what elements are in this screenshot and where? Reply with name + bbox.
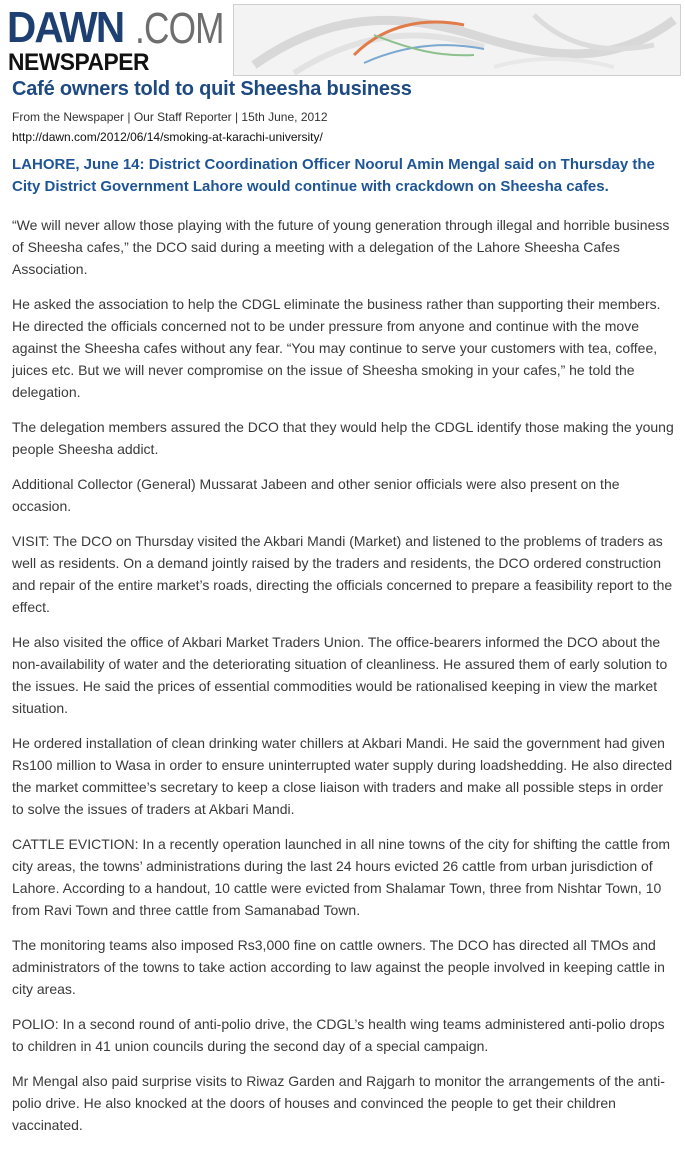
article-paragraph: Additional Collector (General) Mussarat Jabeen and other senior officials were also present on the occasion. (12, 476, 620, 514)
article-url[interactable]: http://dawn.com/2012/06/14/smoking-at-karachi-university/ (12, 130, 323, 144)
article-paragraph: VISIT: The DCO on Thursday visited the Akbari Mandi (Market) and listened to the problems of traders as well as residents. On a demand jointly raised by the traders and residents, the DCO ordered construction and repair of the entire market’s roads, directing the officials concerned to prepare a feasibility report to the effect. (12, 533, 673, 615)
article-paragraph: Mr Mengal also paid surprise visits to Riwaz Garden and Rajgarh to monitor the arrangements of the anti-polio drive. He also knocked at the doors of houses and convinced the people to get their children vaccinated. (12, 1073, 665, 1133)
dawn-logo-text[interactable]: DAWN (7, 3, 124, 52)
article-paragraph: “We will never allow those playing with the future of young generation through illegal and horrible business of Sheesha cafes,” the DCO said during a meeting with a delegation of the Lahore Sheesha Cafes Association. (12, 217, 670, 277)
newspaper-label: NEWSPAPER (8, 49, 149, 76)
article-headline: Café owners told to quit Sheesha business (12, 78, 412, 100)
article-paragraph: The monitoring teams also imposed Rs3,000 fine on cattle owners. The DCO has directed all TMOs and administrators of the towns to take action according to law against the people involved in keeping cattle in city areas. (12, 937, 665, 997)
article-body (12, 214, 678, 1149)
article-byline: From the Newspaper | Our Staff Reporter | 15th June, 2012 (12, 110, 328, 124)
dawn-logo-com: .COM (135, 4, 224, 53)
masthead (0, 0, 685, 78)
article-paragraph: He ordered installation of clean drinking water chillers at Akbari Mandi. He said the government had given Rs100 million to Wasa in order to ensure uninterrupted water supply during loadshedding. He also directed the market committee’s secretary to keep a close liaison with traders and make all possible steps in order to solve the issues of traders at Akbari Mandi. (12, 735, 673, 817)
article-paragraph: The delegation members assured the DCO that they would help the CDGL identify those making the young people Sheesha addict. (12, 419, 674, 457)
decorative-swoosh-graphic (234, 5, 680, 75)
article-paragraph: He also visited the office of Akbari Market Traders Union. The office-bearers informed the DCO about the non-availability of water and the deteriorating situation of cleanliness. He assured them of early solution to the issues. He said the prices of essential commodities would be rationalised keeping in view the market situation. (12, 634, 668, 716)
masthead-banner (233, 4, 681, 76)
article-paragraph: CATTLE EVICTION: In a recently operation launched in all nine towns of the city for shifting the cattle from city areas, the towns’ administrations during the last 24 hours evicted 26 cattle from urban jurisdiction of Lahore. According to a handout, 10 cattle were evicted from Shalamar Town, three from Nishtar Town, 10 from Ravi Town and three cattle from Samanabad Town. (12, 836, 671, 918)
article-lead: LAHORE, June 14: District Coordination Officer Noorul Amin Mengal said on Thursday the City District Government Lahore would continue with crackdown on Sheesha cafes. (12, 156, 655, 195)
article-paragraph: POLIO: In a second round of anti-polio drive, the CDGL’s health wing teams administered anti-polio drops to children in 41 union councils during the second day of a special campaign. (12, 1016, 665, 1054)
article-paragraph: He asked the association to help the CDGL eliminate the business rather than supporting their members. He directed the officials concerned not to be under pressure from anyone and continue with the move against the Sheesha cafes without any fear. “You may continue to serve your customers with tea, coffee, juices etc. But we will never compromise on the issue of Sheesha smoking in your cafes,” he told the delegation. (12, 296, 661, 400)
